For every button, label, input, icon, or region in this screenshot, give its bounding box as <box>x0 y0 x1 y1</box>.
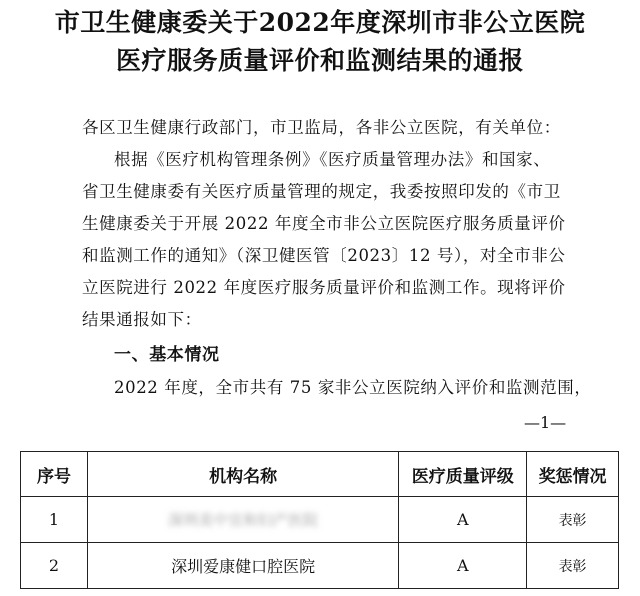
title-line-1: 市卫生健康委关于2022年度深圳市非公立医院 <box>54 8 586 37</box>
header-institution: 机构名称 <box>87 452 398 497</box>
body-line: 和监测工作的通知》（深卫健医管〔2023〕12 号），对全市非公 <box>82 246 566 265</box>
row-grade: A <box>399 497 527 543</box>
row-index: 2 <box>21 543 88 589</box>
row-name: 深圳爱康健口腔医院 <box>87 543 398 589</box>
table-header-row <box>21 452 619 497</box>
header-award: 奖惩情况 <box>527 452 619 497</box>
section-line: 2022 年度，全市共有 75 家非公立医院纳入评价和监测范围， <box>114 378 592 397</box>
row-award: 表彰 <box>527 543 619 589</box>
body-line: 立医院进行 2022 年度医疗服务质量评价和监测工作。现将评价 <box>82 278 566 297</box>
results-table <box>20 451 619 589</box>
body-line: 结果通报如下： <box>82 310 202 329</box>
header-index: 序号 <box>21 452 88 497</box>
title-line-2: 医疗服务质量评价和监测结果的通报 <box>115 46 524 75</box>
table-row <box>21 543 619 589</box>
salutation: 各区卫生健康行政部门，市卫监局，各非公立医院，有关单位： <box>82 118 561 137</box>
body-line: 省卫生健康委有关医疗质量管理的规定，我委按照印发的《市卫 <box>82 182 561 201</box>
body-line: 根据《医疗机构管理条例》《医疗质量管理办法》和国家、 <box>114 150 551 169</box>
section-heading: 一、基本情况 <box>114 345 220 365</box>
row-index: 1 <box>21 497 88 543</box>
header-grade: 医疗质量评级 <box>399 452 527 497</box>
table-row <box>21 497 619 543</box>
row-award: 表彰 <box>527 497 619 543</box>
row-name <box>87 497 398 543</box>
blurred-name: 深圳美中宜和妇产医院 <box>168 511 319 529</box>
page-number: —1— <box>524 413 567 432</box>
body-line: 生健康委关于开展 2022 年度全市非公立医院医疗服务质量评价 <box>82 214 566 233</box>
row-grade: A <box>399 543 527 589</box>
